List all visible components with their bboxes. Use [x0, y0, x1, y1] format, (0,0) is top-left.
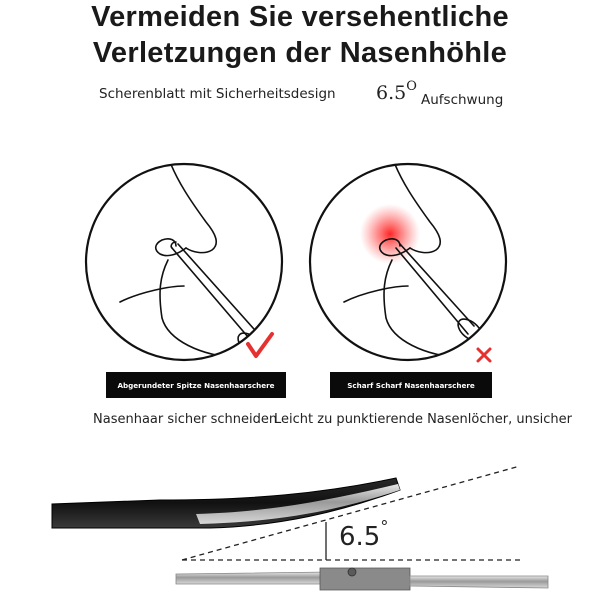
title-line-2: Verletzungen der Nasenhöhle	[92, 37, 508, 69]
subtitle-safety-design: Scherenblatt mit Sicherheitsdesign	[99, 86, 336, 102]
bottom-angle-value: 6.5	[339, 522, 381, 552]
left-face-diagram	[86, 162, 282, 360]
badge-sharp-scissors: Scharf Scharf Nasenhaarschere	[330, 372, 492, 398]
caption-safe-cut: Nasenhaar sicher schneiden	[93, 412, 278, 427]
cross-mark-icon	[478, 349, 490, 361]
subtitle-angle-degree: O	[406, 79, 417, 94]
caption-unsafe-cut: Leicht zu punktierende Nasenlöcher, unsicher	[274, 412, 572, 427]
scissor-pivot-screw	[348, 568, 356, 576]
check-mark-icon	[248, 334, 272, 356]
straight-silver-blade	[176, 572, 330, 584]
title-line-1: Vermeiden Sie versehentliche	[91, 1, 509, 33]
subtitle-angle-value: 6.5	[376, 82, 407, 104]
subtitle-upswing: Aufschwung	[421, 92, 504, 108]
right-face-diagram	[310, 162, 506, 361]
bottom-angle-label	[339, 517, 389, 552]
badge-rounded-scissors: Abgerundeter Spitze Nasenhaarschere	[106, 372, 286, 398]
scissor-handle	[410, 576, 548, 588]
scissor-pivot-body	[320, 568, 410, 590]
bottom-angle-diagram	[52, 466, 548, 590]
bottom-angle-degree: °	[380, 517, 389, 536]
